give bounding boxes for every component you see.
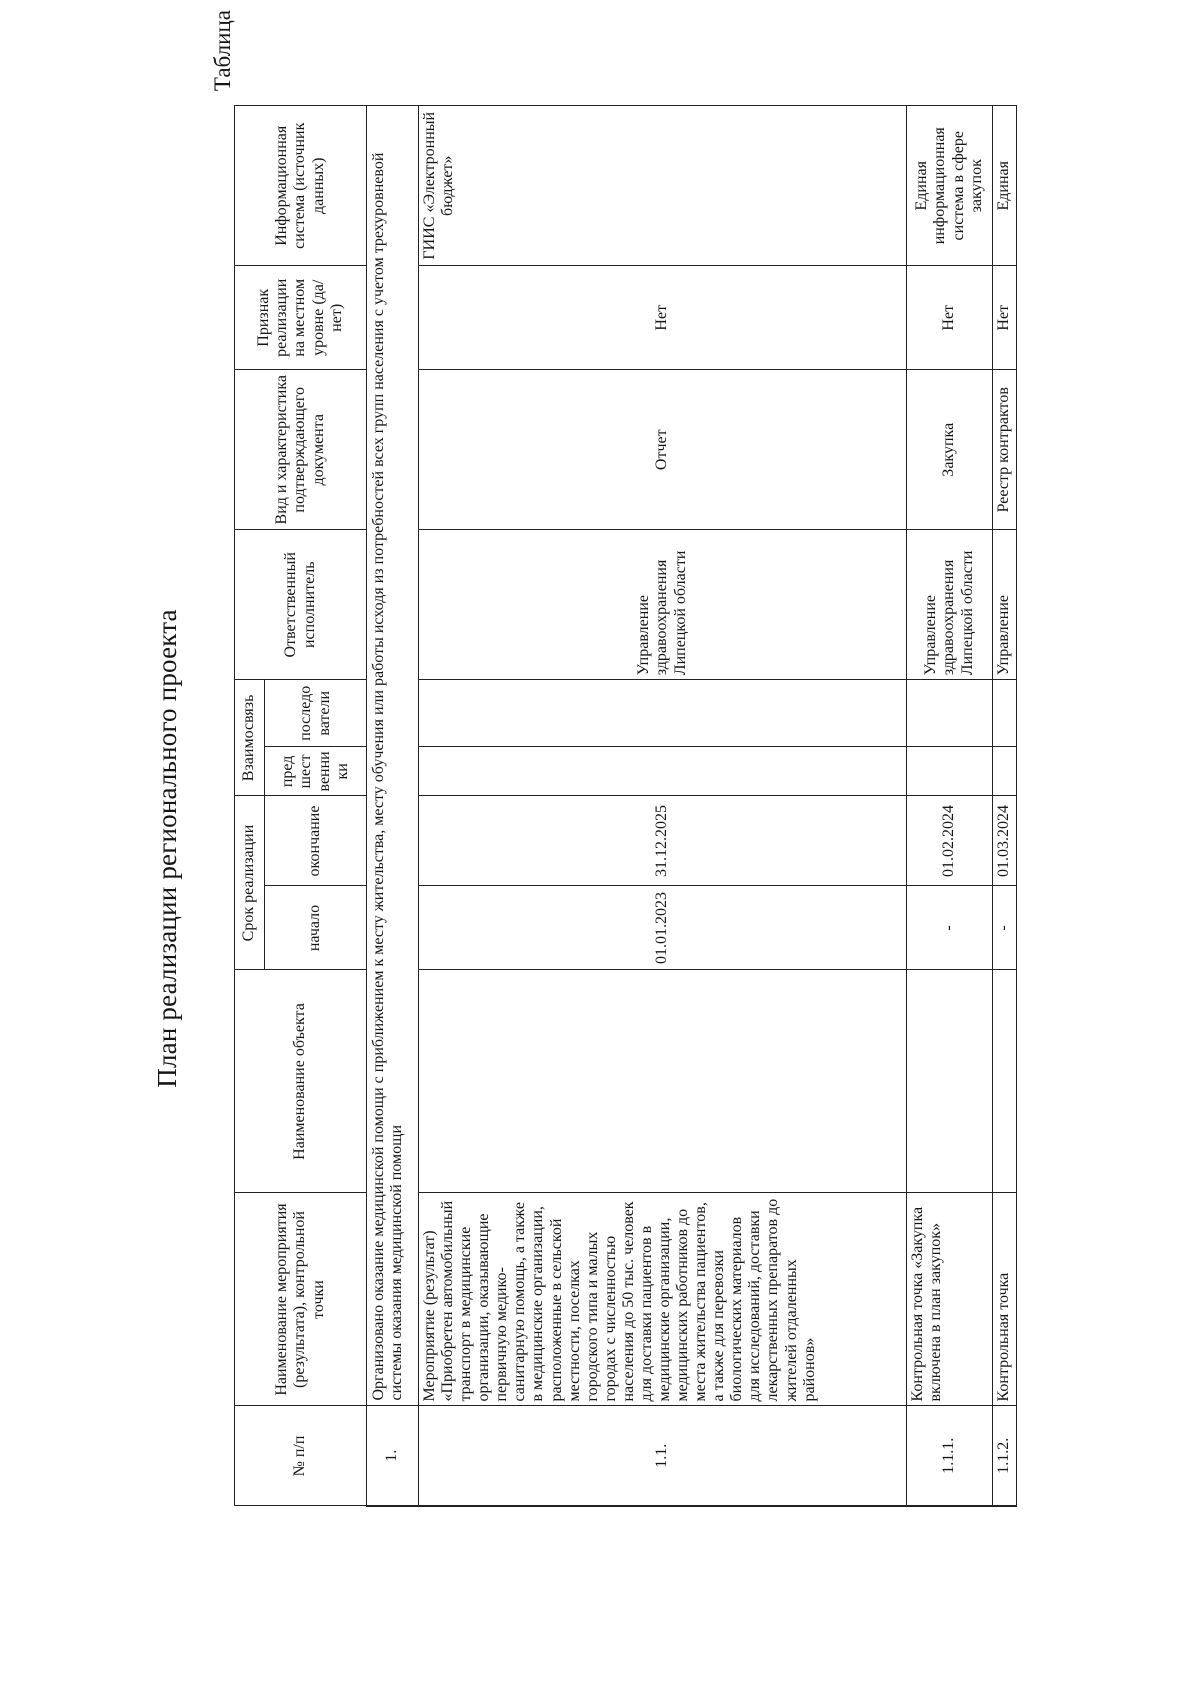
row-num: 1.1.1.	[907, 1406, 993, 1506]
header-successors: последо ватели	[265, 680, 367, 747]
row-pred	[907, 747, 993, 796]
section-row	[367, 106, 419, 1506]
row-document: Закупка	[907, 370, 993, 530]
row-object	[907, 970, 993, 1193]
row-executor: Управление	[993, 530, 1017, 680]
row-object	[419, 970, 907, 1193]
row-local: Нет	[993, 266, 1017, 370]
header-executor: Ответственный исполнитель	[235, 530, 367, 680]
row-pred	[419, 747, 907, 796]
section-text: Организовано оказание медицинской помощи с приближением к месту жительства, месту обучения или работы исходя из потребностей всех групп населения с учетом трехуровневой системы оказания медицинской помощи	[367, 106, 419, 1406]
row-succ	[993, 680, 1017, 747]
header-term: Срок реализации	[235, 796, 265, 970]
page-title: План реализации регионального проекта	[152, 609, 182, 1088]
row-start: 01.01.2023	[419, 886, 907, 970]
row-executor: Управление здравоохранения Липецкой области	[419, 530, 907, 680]
row-local: Нет	[419, 266, 907, 370]
row-object	[993, 970, 1017, 1193]
header-document: Вид и характеристика подтверждающего документа	[235, 370, 367, 530]
header-term-end: окончание	[265, 796, 367, 886]
header-info-system: Информационная система (источник данных)	[235, 106, 367, 266]
row-system: Единая информационная система в сфере закупок	[907, 106, 993, 266]
row-document: Реестр контрактов	[993, 370, 1017, 530]
row-start: -	[993, 886, 1017, 970]
table-row	[993, 106, 1017, 1506]
row-local: Нет	[907, 266, 993, 370]
row-document: Отчет	[419, 370, 907, 530]
row-end: 01.03.2024	[993, 796, 1017, 886]
row-end: 01.02.2024	[907, 796, 993, 886]
section-num: 1.	[367, 1406, 419, 1506]
row-succ	[907, 680, 993, 747]
table-row	[907, 106, 993, 1506]
row-name: Контрольная точка «Закупка включена в план закупок»	[907, 1193, 993, 1406]
header-measure-name: Наименование мероприятия (результата), контрольной точки	[235, 1193, 367, 1406]
header-row-top	[235, 106, 265, 1506]
row-system: Единая	[993, 106, 1017, 266]
header-relation: Взаимосвязь	[235, 680, 265, 796]
table-label: Таблица	[210, 10, 235, 92]
row-end: 31.12.2025	[419, 796, 907, 886]
row-name: Контрольная точка	[993, 1193, 1017, 1406]
row-succ	[419, 680, 907, 747]
header-object-name: Наименование объекта	[235, 970, 367, 1193]
header-num: № п/п	[235, 1406, 367, 1506]
table-row	[419, 106, 907, 1506]
row-num: 1.1.	[419, 1406, 907, 1506]
header-term-start: начало	[265, 886, 367, 970]
row-name: Мероприятие (результат) «Приобретен автомобильный транспорт в медицинские организации, оказывающие первичную медико-санитарную помощь, а также в медицинские организации, расположенные в сельской местности, поселках городского типа и малых городах с численностью населения до 50 тыс. человек для доставки пациентов в медицинские организации, медицинских работников до места жительства пациентов, а также для перевозки биологических материалов для исследований, доставки лекарственных препаратов до жителей отдаленных районов»	[419, 1193, 907, 1406]
row-pred	[993, 747, 1017, 796]
row-system: ГИИС «Электронный бюджет»	[419, 106, 907, 266]
row-executor: Управление здравоохранения Липецкой области	[907, 530, 993, 680]
plan-table	[234, 105, 1017, 1507]
row-num: 1.1.2.	[993, 1406, 1017, 1506]
header-predecessors: пред шест венни ки	[265, 747, 367, 796]
row-start: -	[907, 886, 993, 970]
header-local-level: Признак реализации на местном уровне (да/нет)	[235, 266, 367, 370]
